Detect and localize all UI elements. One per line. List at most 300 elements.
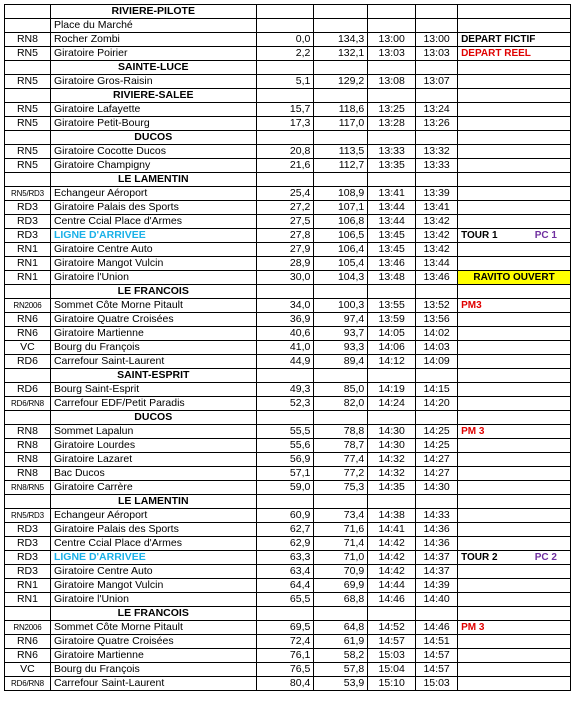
time-slow: [368, 19, 416, 33]
distance-remaining: [314, 19, 368, 33]
time-slow: 14:42: [368, 551, 416, 565]
location-name: Giratoire l'Union: [50, 271, 256, 285]
location-name: Centre Ccial Place d'Armes: [50, 215, 256, 229]
section-header-row: [5, 495, 571, 509]
lap-label: TOUR 1: [461, 230, 498, 241]
road-code: RN8: [5, 467, 51, 481]
road-code: RD6/RN8: [5, 677, 51, 691]
road-cell: [5, 285, 51, 299]
itinerary-row: [5, 159, 571, 173]
distance-km: 21,6: [256, 159, 314, 173]
section-header-row: [5, 607, 571, 621]
time-fast: 14:46: [416, 621, 458, 635]
location-name: Giratoire Petit-Bourg: [50, 117, 256, 131]
note-cell: [458, 467, 571, 481]
itinerary-row: [5, 103, 571, 117]
road-cell: [5, 369, 51, 383]
time-slow: 13:55: [368, 299, 416, 313]
distance-km: 56,9: [256, 453, 314, 467]
empty-cell: [256, 411, 314, 425]
location-name: Giratoire Champigny: [50, 159, 256, 173]
location-name: Place du Marché: [50, 19, 256, 33]
distance-remaining: 132,1: [314, 47, 368, 61]
distance-remaining: 93,3: [314, 341, 368, 355]
empty-cell: [368, 61, 416, 75]
time-slow: 14:38: [368, 509, 416, 523]
road-code: RN5: [5, 159, 51, 173]
road-code: VC: [5, 663, 51, 677]
time-fast: 13:24: [416, 103, 458, 117]
distance-remaining: 69,9: [314, 579, 368, 593]
empty-cell: [256, 89, 314, 103]
itinerary-row: [5, 579, 571, 593]
empty-cell: [314, 495, 368, 509]
distance-remaining: 71,4: [314, 537, 368, 551]
location-name: Giratoire Lourdes: [50, 439, 256, 453]
location-name: Sommet Lapalun: [50, 425, 256, 439]
empty-cell: [368, 607, 416, 621]
empty-cell: [458, 61, 571, 75]
distance-km: 80,4: [256, 677, 314, 691]
distance-km: 2,2: [256, 47, 314, 61]
note-cell: [458, 159, 571, 173]
empty-cell: [314, 61, 368, 75]
road-code: RN2006: [5, 621, 51, 635]
itinerary-row: [5, 523, 571, 537]
road-cell: [5, 495, 51, 509]
note-cell: [458, 579, 571, 593]
note-cell: PM3: [458, 299, 571, 313]
location-name: Giratoire Palais des Sports: [50, 201, 256, 215]
road-code: RD3: [5, 523, 51, 537]
section-header-row: [5, 285, 571, 299]
section-name: LE FRANCOIS: [50, 607, 256, 621]
distance-km: 72,4: [256, 635, 314, 649]
distance-km: 36,9: [256, 313, 314, 327]
section-header-row: [5, 369, 571, 383]
distance-remaining: 71,6: [314, 523, 368, 537]
distance-km: 15,7: [256, 103, 314, 117]
location-name: Giratoire Martienne: [50, 327, 256, 341]
distance-km: 5,1: [256, 75, 314, 89]
time-fast: 14:02: [416, 327, 458, 341]
section-name: LE LAMENTIN: [50, 173, 256, 187]
checkpoint-label: PC 1: [534, 230, 557, 241]
section-header-row: [5, 5, 571, 19]
empty-cell: [416, 369, 458, 383]
road-code: RN8: [5, 33, 51, 47]
time-slow: 14:32: [368, 467, 416, 481]
lap-label: TOUR 2: [461, 552, 498, 563]
itinerary-row: [5, 509, 571, 523]
distance-km: 52,3: [256, 397, 314, 411]
time-fast: 14:37: [416, 565, 458, 579]
distance-remaining: 112,7: [314, 159, 368, 173]
empty-cell: [368, 495, 416, 509]
road-code: RN2006: [5, 299, 51, 313]
time-slow: 13:45: [368, 243, 416, 257]
distance-km: 44,9: [256, 355, 314, 369]
empty-cell: [458, 495, 571, 509]
itinerary-row: [5, 327, 571, 341]
time-slow: 14:30: [368, 425, 416, 439]
note-cell: [458, 327, 571, 341]
itinerary-row: [5, 257, 571, 271]
distance-remaining: 93,7: [314, 327, 368, 341]
empty-cell: [416, 411, 458, 425]
road-code: [5, 19, 51, 33]
itinerary-row: [5, 187, 571, 201]
empty-cell: [368, 411, 416, 425]
distance-remaining: 104,3: [314, 271, 368, 285]
location-name: Giratoire Lafayette: [50, 103, 256, 117]
section-header-row: [5, 131, 571, 145]
empty-cell: [314, 411, 368, 425]
road-code: RN1: [5, 243, 51, 257]
distance-remaining: 53,9: [314, 677, 368, 691]
road-code: RD6: [5, 383, 51, 397]
distance-km: [256, 19, 314, 33]
note-cell: [458, 117, 571, 131]
location-name: Carrefour Saint-Laurent: [50, 677, 256, 691]
time-slow: 13:08: [368, 75, 416, 89]
empty-cell: [368, 131, 416, 145]
empty-cell: [458, 5, 571, 19]
note-cell: PM 3: [458, 621, 571, 635]
empty-cell: [256, 369, 314, 383]
distance-remaining: 77,2: [314, 467, 368, 481]
note-cell: [458, 593, 571, 607]
empty-cell: [314, 285, 368, 299]
time-fast: 14:36: [416, 523, 458, 537]
road-code: RN5: [5, 75, 51, 89]
time-slow: 14:52: [368, 621, 416, 635]
distance-km: 40,6: [256, 327, 314, 341]
itinerary-row: [5, 75, 571, 89]
note-cell: [458, 397, 571, 411]
road-code: RN5: [5, 47, 51, 61]
itinerary-row: [5, 201, 571, 215]
itinerary-row: [5, 453, 571, 467]
empty-cell: [416, 607, 458, 621]
itinerary-row: [5, 33, 571, 47]
distance-remaining: 57,8: [314, 663, 368, 677]
empty-cell: [416, 89, 458, 103]
distance-km: 76,5: [256, 663, 314, 677]
checkpoint-label: PC 2: [534, 552, 557, 563]
empty-cell: [256, 131, 314, 145]
distance-km: 76,1: [256, 649, 314, 663]
itinerary-row: [5, 677, 571, 691]
road-cell: [5, 89, 51, 103]
note-cell: [458, 145, 571, 159]
location-name: Giratoire Palais des Sports: [50, 523, 256, 537]
location-name: Giratoire Martienne: [50, 649, 256, 663]
empty-cell: [458, 411, 571, 425]
distance-remaining: 106,4: [314, 243, 368, 257]
empty-cell: [458, 369, 571, 383]
note-cell: [458, 635, 571, 649]
distance-remaining: 82,0: [314, 397, 368, 411]
distance-remaining: 106,8: [314, 215, 368, 229]
time-fast: 13:42: [416, 243, 458, 257]
time-slow: 14:57: [368, 635, 416, 649]
time-slow: 14:42: [368, 565, 416, 579]
section-header-row: [5, 173, 571, 187]
time-slow: 13:03: [368, 47, 416, 61]
distance-remaining: 78,7: [314, 439, 368, 453]
time-slow: 14:46: [368, 593, 416, 607]
road-cell: [5, 61, 51, 75]
itinerary-table: [4, 4, 571, 691]
itinerary-row: [5, 635, 571, 649]
section-name: SAINT-ESPRIT: [50, 369, 256, 383]
road-code: RN5: [5, 103, 51, 117]
time-slow: 13:33: [368, 145, 416, 159]
note-cell: [458, 201, 571, 215]
distance-remaining: 129,2: [314, 75, 368, 89]
distance-remaining: 117,0: [314, 117, 368, 131]
section-name: LE LAMENTIN: [50, 495, 256, 509]
note-cell: [458, 187, 571, 201]
itinerary-row: [5, 19, 571, 33]
time-slow: 14:35: [368, 481, 416, 495]
time-fast: 14:51: [416, 635, 458, 649]
time-fast: 14:37: [416, 551, 458, 565]
empty-cell: [416, 285, 458, 299]
location-name: Bac Ducos: [50, 467, 256, 481]
empty-cell: [256, 495, 314, 509]
distance-km: 27,8: [256, 229, 314, 243]
location-name: Giratoire Mangot Vulcin: [50, 257, 256, 271]
itinerary-row: [5, 621, 571, 635]
itinerary-row: [5, 481, 571, 495]
distance-remaining: 58,2: [314, 649, 368, 663]
road-code: RN8: [5, 425, 51, 439]
time-fast: 14:20: [416, 397, 458, 411]
road-cell: [5, 173, 51, 187]
road-code: RD3: [5, 551, 51, 565]
note-cell: DEPART REEL: [458, 47, 571, 61]
itinerary-row: [5, 551, 571, 565]
road-code: RD3: [5, 229, 51, 243]
location-name: Giratoire Carrère: [50, 481, 256, 495]
time-slow: 14:05: [368, 327, 416, 341]
location-name: Bourg Saint-Esprit: [50, 383, 256, 397]
note-cell: [458, 481, 571, 495]
road-code: RN8/RN5: [5, 481, 51, 495]
note-cell: RAVITO OUVERT: [458, 271, 571, 285]
time-slow: 14:24: [368, 397, 416, 411]
road-cell: [5, 607, 51, 621]
distance-remaining: 106,5: [314, 229, 368, 243]
road-code: RD6/RN8: [5, 397, 51, 411]
empty-cell: [368, 285, 416, 299]
empty-cell: [368, 89, 416, 103]
time-slow: 13:41: [368, 187, 416, 201]
time-fast: 14:30: [416, 481, 458, 495]
location-name: Centre Ccial Place d'Armes: [50, 537, 256, 551]
distance-remaining: 77,4: [314, 453, 368, 467]
time-fast: 13:42: [416, 215, 458, 229]
empty-cell: [416, 5, 458, 19]
distance-km: 60,9: [256, 509, 314, 523]
distance-km: 57,1: [256, 467, 314, 481]
time-fast: 14:09: [416, 355, 458, 369]
note-cell: DEPART FICTIF: [458, 33, 571, 47]
note-cell: [458, 257, 571, 271]
itinerary-row: [5, 383, 571, 397]
time-slow: 15:10: [368, 677, 416, 691]
note-cell: [458, 439, 571, 453]
road-code: RN1: [5, 271, 51, 285]
note-cell: [458, 243, 571, 257]
time-slow: 13:44: [368, 201, 416, 215]
location-name: Giratoire Centre Auto: [50, 243, 256, 257]
section-name: DUCOS: [50, 131, 256, 145]
time-slow: 13:00: [368, 33, 416, 47]
road-cell: [5, 131, 51, 145]
note-cell: [458, 649, 571, 663]
time-fast: 13:26: [416, 117, 458, 131]
distance-km: 65,5: [256, 593, 314, 607]
road-cell: [5, 411, 51, 425]
road-code: RN5: [5, 145, 51, 159]
road-code: RN1: [5, 593, 51, 607]
section-name: SAINTE-LUCE: [50, 61, 256, 75]
distance-remaining: 61,9: [314, 635, 368, 649]
time-fast: 14:25: [416, 439, 458, 453]
location-name: Giratoire Lazaret: [50, 453, 256, 467]
note-cell: [458, 677, 571, 691]
road-code: RD3: [5, 537, 51, 551]
note-cell: PM 3: [458, 425, 571, 439]
itinerary-row: [5, 243, 571, 257]
time-slow: 14:06: [368, 341, 416, 355]
distance-km: 27,9: [256, 243, 314, 257]
location-name: Bourg du François: [50, 341, 256, 355]
itinerary-row: [5, 467, 571, 481]
empty-cell: [458, 173, 571, 187]
empty-cell: [368, 369, 416, 383]
note-cell: [458, 551, 571, 565]
distance-km: 17,3: [256, 117, 314, 131]
distance-remaining: 107,1: [314, 201, 368, 215]
empty-cell: [314, 89, 368, 103]
distance-km: 63,3: [256, 551, 314, 565]
road-cell: [5, 5, 51, 19]
location-name: LIGNE D'ARRIVEE: [50, 229, 256, 243]
itinerary-row: [5, 649, 571, 663]
time-slow: 14:32: [368, 453, 416, 467]
time-fast: 15:03: [416, 677, 458, 691]
road-code: VC: [5, 341, 51, 355]
location-name: LIGNE D'ARRIVEE: [50, 551, 256, 565]
distance-km: 27,2: [256, 201, 314, 215]
time-fast: 14:25: [416, 425, 458, 439]
itinerary-row: [5, 355, 571, 369]
note-cell: [458, 355, 571, 369]
road-code: RD3: [5, 565, 51, 579]
distance-km: 55,5: [256, 425, 314, 439]
road-code: RN8: [5, 439, 51, 453]
distance-km: 49,3: [256, 383, 314, 397]
location-name: Sommet Côte Morne Pitault: [50, 299, 256, 313]
note-cell: [458, 229, 571, 243]
note-cell: [458, 453, 571, 467]
itinerary-row: [5, 271, 571, 285]
time-fast: 14:57: [416, 663, 458, 677]
itinerary-row: [5, 117, 571, 131]
time-fast: 14:03: [416, 341, 458, 355]
time-slow: 15:03: [368, 649, 416, 663]
empty-cell: [314, 5, 368, 19]
itinerary-row: [5, 439, 571, 453]
road-code: RN5: [5, 117, 51, 131]
location-name: Echangeur Aéroport: [50, 187, 256, 201]
distance-km: 0,0: [256, 33, 314, 47]
time-fast: [416, 19, 458, 33]
empty-cell: [314, 131, 368, 145]
distance-km: 41,0: [256, 341, 314, 355]
distance-remaining: 105,4: [314, 257, 368, 271]
section-name: LE FRANCOIS: [50, 285, 256, 299]
time-fast: 14:15: [416, 383, 458, 397]
distance-remaining: 113,5: [314, 145, 368, 159]
time-slow: 14:41: [368, 523, 416, 537]
empty-cell: [256, 61, 314, 75]
distance-km: 28,9: [256, 257, 314, 271]
location-name: Rocher Zombi: [50, 33, 256, 47]
itinerary-row: [5, 425, 571, 439]
road-code: RN1: [5, 579, 51, 593]
note-cell: [458, 565, 571, 579]
empty-cell: [458, 285, 571, 299]
section-name: RIVIERE-SALEE: [50, 89, 256, 103]
distance-km: 55,6: [256, 439, 314, 453]
time-fast: 13:33: [416, 159, 458, 173]
road-code: RD3: [5, 215, 51, 229]
time-fast: 13:44: [416, 257, 458, 271]
empty-cell: [256, 285, 314, 299]
itinerary-row: [5, 215, 571, 229]
time-fast: 13:03: [416, 47, 458, 61]
time-fast: 14:36: [416, 537, 458, 551]
time-fast: 13:56: [416, 313, 458, 327]
distance-remaining: 97,4: [314, 313, 368, 327]
time-slow: 13:45: [368, 229, 416, 243]
time-fast: 14:57: [416, 649, 458, 663]
itinerary-row: [5, 145, 571, 159]
road-code: RN8: [5, 453, 51, 467]
itinerary-row: [5, 593, 571, 607]
distance-remaining: 134,3: [314, 33, 368, 47]
itinerary-row: [5, 565, 571, 579]
note-cell: [458, 103, 571, 117]
time-fast: 13:32: [416, 145, 458, 159]
time-fast: 14:33: [416, 509, 458, 523]
time-fast: 14:27: [416, 467, 458, 481]
road-code: RN1: [5, 257, 51, 271]
empty-cell: [458, 89, 571, 103]
road-code: RN6: [5, 635, 51, 649]
distance-km: 27,5: [256, 215, 314, 229]
location-name: Giratoire Gros-Raisin: [50, 75, 256, 89]
location-name: Bourg du François: [50, 663, 256, 677]
location-name: Giratoire Quatre Croisées: [50, 313, 256, 327]
road-code: RN5/RD3: [5, 187, 51, 201]
road-code: RD6: [5, 355, 51, 369]
